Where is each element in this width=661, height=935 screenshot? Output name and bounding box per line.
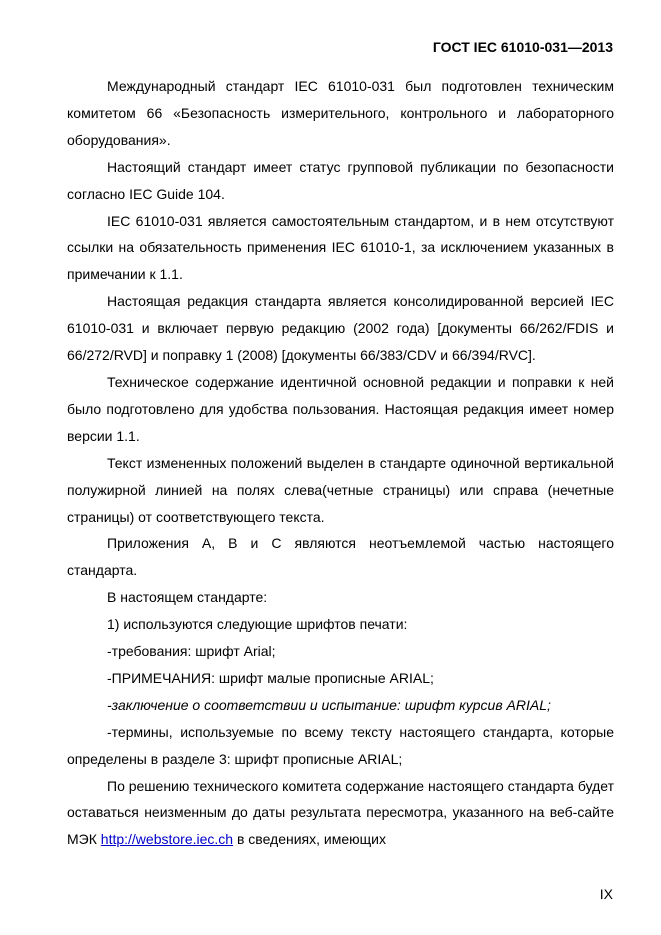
paragraph-maintenance	[67, 773, 614, 854]
paragraph-in-this-standard: В настоящем стандарте:	[107, 589, 268, 606]
list-item-requirements: -требования: шрифт Arial;	[107, 643, 276, 660]
list-item-terms: -термины, используемые по всему тексту настоящего стандарта, которые определены в разделе 3: шрифт прописные ARIAL;	[67, 723, 614, 767]
document-header: ГОСТ IEC 61010-031—2013	[432, 39, 613, 55]
page-number: IX	[599, 886, 613, 902]
maintenance-text-after: в сведениях, имеющих	[233, 831, 386, 848]
maintenance-text-before: По решению технического комитета содержание настоящего стандарта будет оставаться неизменным до даты результата пересмотра, указанного на веб-сайте МЭК	[67, 777, 615, 848]
paragraph-independence: IEC 61010-031 является самостоятельным стандартом, и в нем отсутствуют ссылки на обязательность применения IEC 61010-1, за исключением указанных в примечании к 1.1.	[67, 212, 614, 283]
paragraph-edition: Настоящая редакция стандарта является консолидированной версией IEC 61010-031 и включает первую редакцию (2002 года) [документы 66/262/FDIS и 66/272/RVD] и поправку 1 (2008) [документы 66/383/CDV и 66/394/RVC].	[67, 293, 614, 364]
paragraph-annexes: Приложения А, В и С являются неотъемлемой частью настоящего стандарта.	[67, 535, 614, 579]
paragraph-status: Настоящий стандарт имеет статус групповой публикации по безопасности согласно IEC Guide 104.	[67, 158, 614, 202]
paragraph-changes: Текст измененных положений выделен в стандарте одиночной вертикальной полужирной линией на полях слева(четные страницы) или справа (нечетные страницы) от соответствующего текста.	[67, 454, 614, 525]
list-item-compliance: -заключение о соответствии и испытание: шрифт курсив ARIAL;	[107, 696, 551, 713]
list-item-notes: -ПРИМЕЧАНИЯ: шрифт малые прописные ARIAL;	[107, 669, 434, 686]
paragraph-technical-content: Техническое содержание идентичной основной редакции и поправки к ней было подготовлено для удобства пользования. Настоящая редакция имеет номер версии 1.1.	[67, 373, 614, 444]
paragraph-intro: Международный стандарт IEC 61010-031 был подготовлен техническим комитетом 66 «Безопасность измерительного, контрольного и лабораторного оборудования».	[67, 78, 614, 148]
webstore-link[interactable]: http://webstore.iec.ch	[100, 831, 234, 848]
document-body	[67, 73, 614, 853]
list-item-fonts: 1) используются следующие шрифтов печати:	[107, 616, 408, 633]
